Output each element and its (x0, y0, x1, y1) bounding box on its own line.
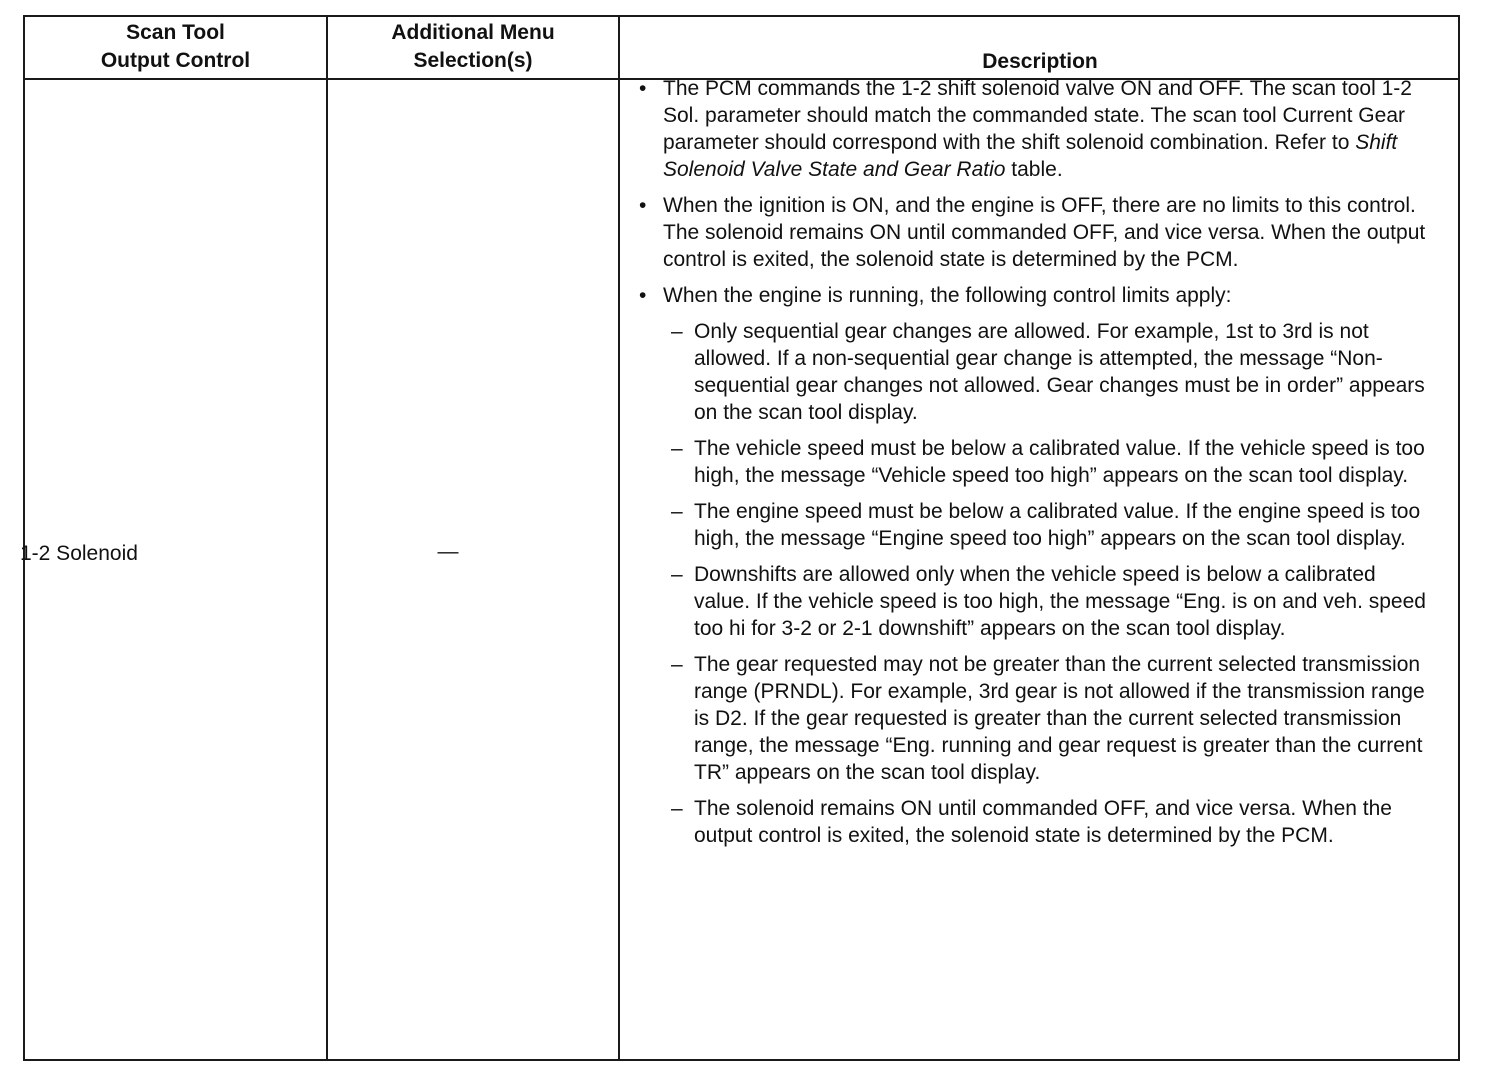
cell-output-control: 1-2 Solenoid (20, 542, 138, 565)
header-line: Output Control (100, 49, 251, 72)
header-line: Scan Tool (126, 21, 225, 44)
description-bullet (636, 75, 1426, 183)
cell-description (636, 75, 1426, 858)
control-limit-item: – Downshifts are allowed only when the vehicle speed is below a calibrated value. If the vehicle speed is too high, the message “Eng. is on and veh. speed too hi for 3-2 or 2-1 downshift” appears on the scan tool display. (636, 561, 1426, 642)
control-limit-item: – The gear requested may not be greater than the current selected transmission range (PRNDL). For example, 3rd gear is not allowed if the transmission range is D2. If the gear requested is greater than the current selected transmission range, the message “Eng. running and gear request is greater than the current TR” appears on the scan tool display. (636, 651, 1426, 786)
header-scan-tool-output-control (25, 19, 326, 75)
header-additional-menu-selections (328, 19, 618, 75)
cell-menu-selection: — (437, 540, 459, 563)
control-limit-item: – Only sequential gear changes are allowed. For example, 1st to 3rd is not allowed. If a non-sequential gear change is attempted, the message “Non-sequential gear changes not allowed. Gear changes must be in order” appears on the scan tool display. (636, 318, 1426, 426)
description-bullet: • When the ignition is ON, and the engine is OFF, there are no limits to this control. The solenoid remains ON until commanded OFF, and vice versa. When the output control is exited, the solenoid state is determined by the PCM. (636, 192, 1426, 273)
description-bullet: • When the engine is running, the following control limits apply: (636, 282, 1426, 309)
table-reference: Shift Solenoid Valve State and Gear Ratio (663, 131, 1398, 181)
control-limit-item: – The vehicle speed must be below a calibrated value. If the vehicle speed is too high, the message “Vehicle speed too high” appears on the scan tool display. (636, 435, 1426, 489)
column-divider (618, 17, 620, 1059)
header-description (620, 48, 1460, 76)
bullet-text: The PCM commands the 1-2 shift solenoid valve ON and OFF. The scan tool 1-2 Sol. parameter should match the commanded state. The scan tool Current Gear parameter should correspond with the shift solenoid combination. Refer to (663, 77, 1412, 154)
header-line: Additional Menu (391, 21, 555, 44)
control-limit-item: – The solenoid remains ON until commanded OFF, and vice versa. When the output control is exited, the solenoid state is determined by the PCM. (636, 795, 1426, 849)
control-limit-item: – The engine speed must be below a calibrated value. If the engine speed is too high, the message “Engine speed too high” appears on the scan tool display. (636, 498, 1426, 552)
header-line: Description (982, 50, 1098, 73)
column-divider (326, 17, 328, 1059)
bullet-text: table. (1005, 158, 1063, 181)
header-line: Selection(s) (413, 49, 533, 72)
